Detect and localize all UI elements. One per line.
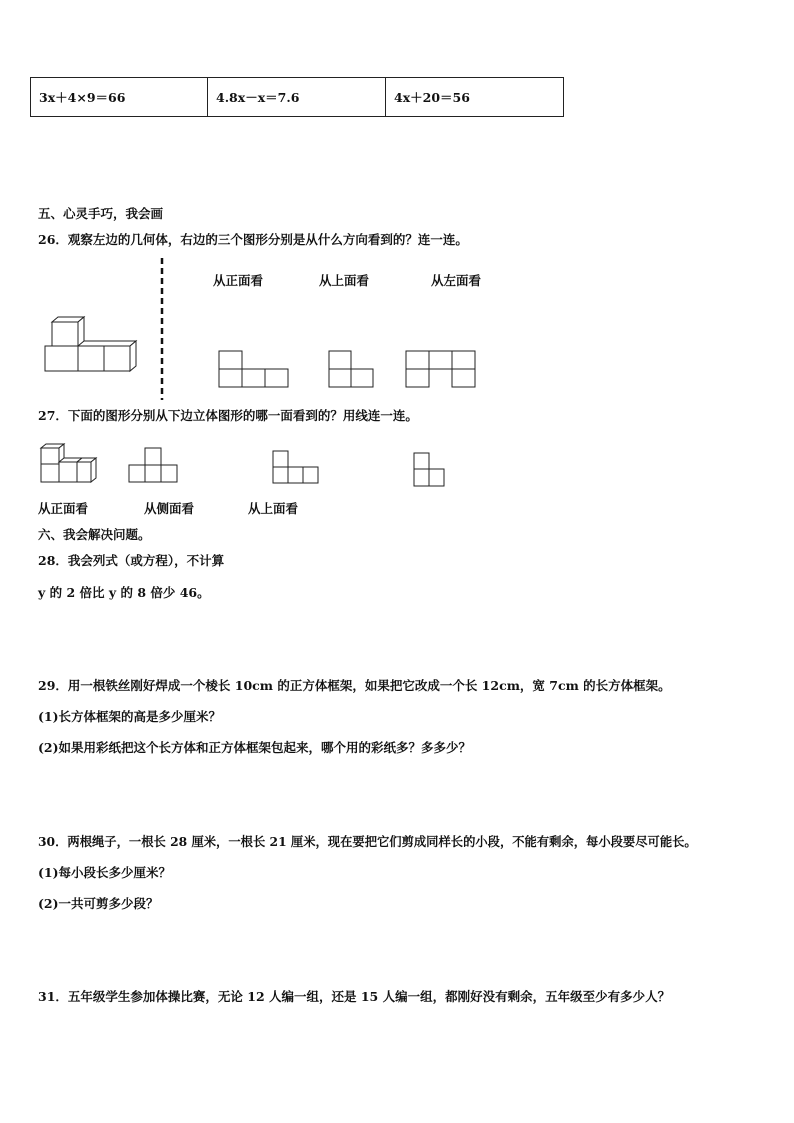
- equation-table: [30, 77, 564, 117]
- table-row: [31, 78, 564, 117]
- equation-cell: 4x＋20＝56: [386, 78, 564, 117]
- question-29-part-1: (1)长方体框架的高是多少厘米？: [38, 709, 222, 724]
- dashed-divider: [160, 258, 164, 400]
- question-26: 26．观察左边的几何体，右边的三个图形分别是从什么方向看到的？连一连。: [38, 232, 468, 247]
- equation-cell: 3x＋4×9＝66: [31, 78, 208, 117]
- q27-view-label-front: 从正面看: [38, 501, 89, 516]
- q27-view-shape-b: [272, 450, 322, 486]
- equation-cell: 4.8x－x＝7.6: [208, 78, 386, 117]
- question-30-part-2: (2)一共可剪多少段？: [38, 896, 159, 911]
- q26-view-label-top: 从上面看: [319, 273, 370, 288]
- q26-view-shape-b: [328, 350, 378, 390]
- q27-view-shape-c: [413, 452, 449, 490]
- q26-view-label-left: 从左面看: [431, 273, 482, 288]
- question-29: 29．用一根铁丝刚好焊成一个棱长 10cm 的正方体框架，如果把它改成一个长 12cm，宽 7cm 的长方体框架。: [38, 678, 671, 693]
- q26-view-shape-a: [218, 350, 290, 390]
- question-28-sub: y 的 2 倍比 y 的 8 倍少 46。: [38, 585, 210, 600]
- q27-view-label-side: 从侧面看: [144, 501, 195, 516]
- q27-solid-figure: [38, 440, 100, 486]
- question-31: 31．五年级学生参加体操比赛，无论 12 人编一组，还是 15 人编一组，都刚好没有剩余，五年级至少有多少人？: [38, 989, 671, 1004]
- question-30-part-1: (1)每小段长多少厘米？: [38, 865, 172, 880]
- question-29-part-2: (2)如果用彩纸把这个长方体和正方体框架包起来，哪个用的彩纸多？多多少？: [38, 740, 472, 755]
- q26-solid-figure: [42, 316, 138, 372]
- q27-view-label-top: 从上面看: [248, 501, 299, 516]
- section-six-title: 六、我会解决问题。: [38, 527, 151, 542]
- q26-view-shape-c: [405, 350, 477, 390]
- q26-view-label-front: 从正面看: [213, 273, 264, 288]
- question-30: 30．两根绳子，一根长 28 厘米，一根长 21 厘米，现在要把它们剪成同样长的小段，不能有剩余，每小段要尽可能长。: [38, 834, 697, 849]
- section-five-title: 五、心灵手巧，我会画: [38, 206, 164, 221]
- q27-view-shape-a: [128, 447, 180, 487]
- question-27: 27．下面的图形分别从下边立体图形的哪一面看到的？用线连一连。: [38, 408, 418, 423]
- question-28: 28．我会列式（或方程），不计算: [38, 553, 225, 568]
